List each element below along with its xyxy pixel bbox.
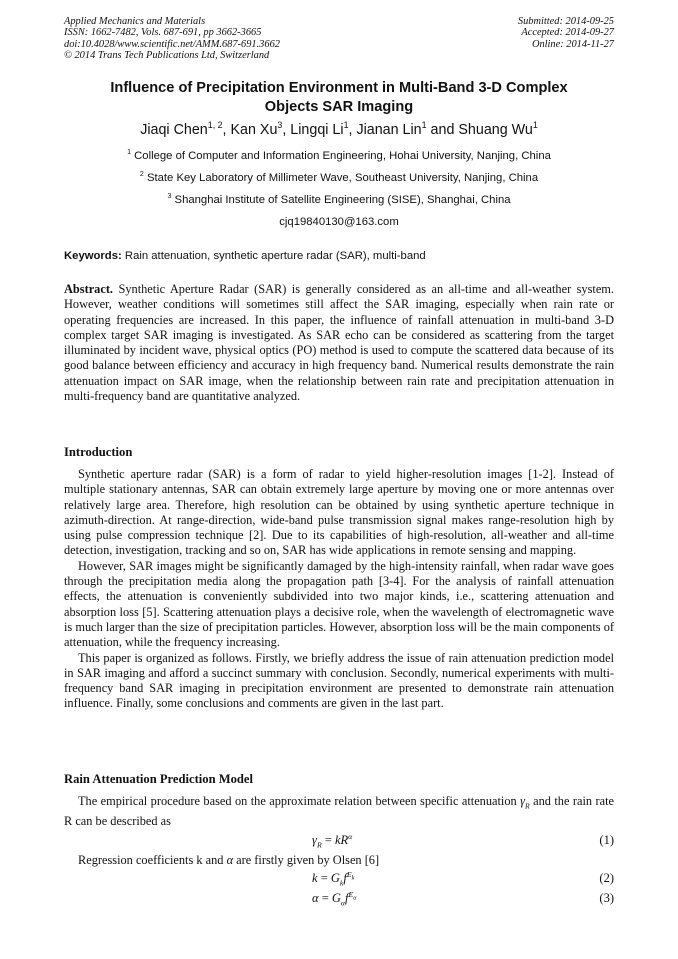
- regression-paragraph: Regression coefficients k and α are firstly given by Olsen [6]: [78, 853, 380, 867]
- equation-number: (1): [599, 833, 614, 847]
- author-name: Jianan Lin: [356, 122, 422, 138]
- keywords-label: Keywords:: [64, 250, 122, 262]
- affiliation-1: $^1$ College of Computer and Information Engineering, Hohai University, Nanjing, China: [127, 149, 551, 162]
- introduction-body: [64, 467, 614, 712]
- submitted-date: Submitted: 2014-09-25: [517, 16, 614, 27]
- author-affiliation-mark: 1: [343, 120, 349, 131]
- author-name: Jiaqi Chen: [140, 122, 208, 138]
- author-affiliation-mark: 1: [532, 120, 538, 131]
- affiliation-2: $^2$ State Key Laboratory of Millimeter Wave, Southeast University, Nanjing, China: [139, 171, 539, 184]
- keywords-text: Rain attenuation, synthetic aperture radar (SAR), multi-band: [124, 250, 426, 262]
- title-line-2: Objects SAR Imaging: [264, 99, 414, 115]
- rain-model-body: [64, 794, 614, 829]
- author-name: Shuang Wu: [458, 122, 533, 138]
- keywords: [64, 249, 614, 263]
- introduction-heading: Introduction: [64, 445, 133, 459]
- abstract: [64, 282, 614, 404]
- journal-header-left: [64, 16, 280, 62]
- author-affiliation-mark: 1: [421, 120, 427, 131]
- paper-title: [64, 79, 614, 117]
- journal-issn: ISSN: 1662-7482, Vols. 687-691, pp 3662-3665: [64, 27, 262, 39]
- equation-1: $\gamma_R = kR^\alpha$ (1): [312, 831, 614, 850]
- author-email: cjq19840130@163.com: [279, 216, 399, 228]
- abstract-label: Abstract.: [64, 282, 114, 296]
- affiliation-3: $^3$ Shanghai Institute of Satellite Engineering (SISE), Shanghai, China: [167, 193, 511, 206]
- equation-3: $\alpha = G_\alpha f^{E_\alpha}$ (3): [312, 889, 614, 908]
- rain-model-paragraph: The empirical procedure based on the approximate relation between specific attenuation $\gamma_R$ and the rain rate R can be described as: [64, 794, 614, 828]
- journal-name: Applied Mechanics and Materials: [64, 16, 206, 27]
- title-line-1: Influence of Precipitation Environment in Multi-Band 3-D Complex: [110, 80, 568, 96]
- intro-paragraph: However, SAR images might be significantly damaged by the high-intensity rainfall, when radar wave goes through the precipitation media along the propagation path [3-4]. For the analysis of rainfall attenuation effects, the attenuation is conveniently subdivided into two major kinds, i.e., scattering attenuation and absorption loss [5]. Scattering attenuation plays a decisive role, when the wavelength of electromagnetic wave is much larger than the size of precipitation particles. However, absorption loss will be the main components of attenuation, while the frequency increasing.: [64, 558, 614, 650]
- rain-model-heading: Rain Attenuation Prediction Model: [64, 772, 254, 786]
- equation-2: $k = G_kf^{E_k}$ (2): [312, 869, 614, 888]
- equation-number: (3): [599, 891, 614, 905]
- author-affiliation-mark: 3: [277, 120, 283, 131]
- intro-paragraph: This paper is organized as follows. Firstly, we briefly address the issue of rain attenuation prediction model in SAR imaging and afford a succinct summary with conclusion. Secondly, numerical experiments with multi-frequency band SAR imaging in precipitation environment are presented to demonstrate rain attenuation influence. Finally, some conclusions and comments are given in the last part.: [64, 650, 614, 711]
- author-list: Jiaqi Chen$^{1, 2}$, Kan Xu$^3$, Lingqi Li$^1$, Jianan Lin$^1$ and Shuang Wu$^1$: [140, 120, 538, 138]
- journal-doi: doi:10.4028/www.scientific.net/AMM.687-691.3662: [64, 38, 280, 50]
- author-name: Kan Xu: [230, 122, 278, 138]
- journal-copyright: © 2014 Trans Tech Publications Ltd, Switzerland: [64, 50, 270, 62]
- equation-number: (2): [599, 871, 614, 885]
- author-affiliation-mark: 1, 2: [207, 120, 223, 131]
- author-name: Lingqi Li: [290, 122, 344, 138]
- online-date: Online: 2014-11-27: [531, 38, 614, 50]
- accepted-date: Accepted: 2014-09-27: [521, 27, 614, 39]
- intro-paragraph: Synthetic aperture radar (SAR) is a form of radar to yield higher-resolution images [1-2]. Instead of multiple stationary antennas, SAR can obtain extremely large aperture by moving one or more antennas over relatively large area. Therefore, high resolution can be obtained by using synthetic aperture technique in azimuth-direction. At range-direction, wide-band pulse transmission signal makes range-resolution high by using pulse compression technique [2]. Due to its capabilities of high-resolution, all-weather and all-time detection, investigation, tracking and so on, SAR has wide applications in remote sensing and mapping.: [64, 467, 614, 558]
- journal-header-right: [518, 16, 614, 50]
- abstract-text: Synthetic Aperture Radar (SAR) is generally considered as an all-time and all-weather system. However, weather conditions will sometimes still affect the SAR imaging, especially when rain rate or operating frequencies are increased. In this paper, the influence of rainfall attenuation in multi-band 3-D complex target SAR imaging is investigated. As SAR echo can be considered as scattering from the target illuminated by incident wave, physical optics (PO) method is used to compute the scattered data because of its good balance between efficiency and accuracy in high frequency band. Numerical results demonstrate the rain attenuation impact on SAR image, when the relationship between rain rate and precipitation attenuation in multi-frequency band are quantitative analyzed.: [64, 282, 614, 404]
